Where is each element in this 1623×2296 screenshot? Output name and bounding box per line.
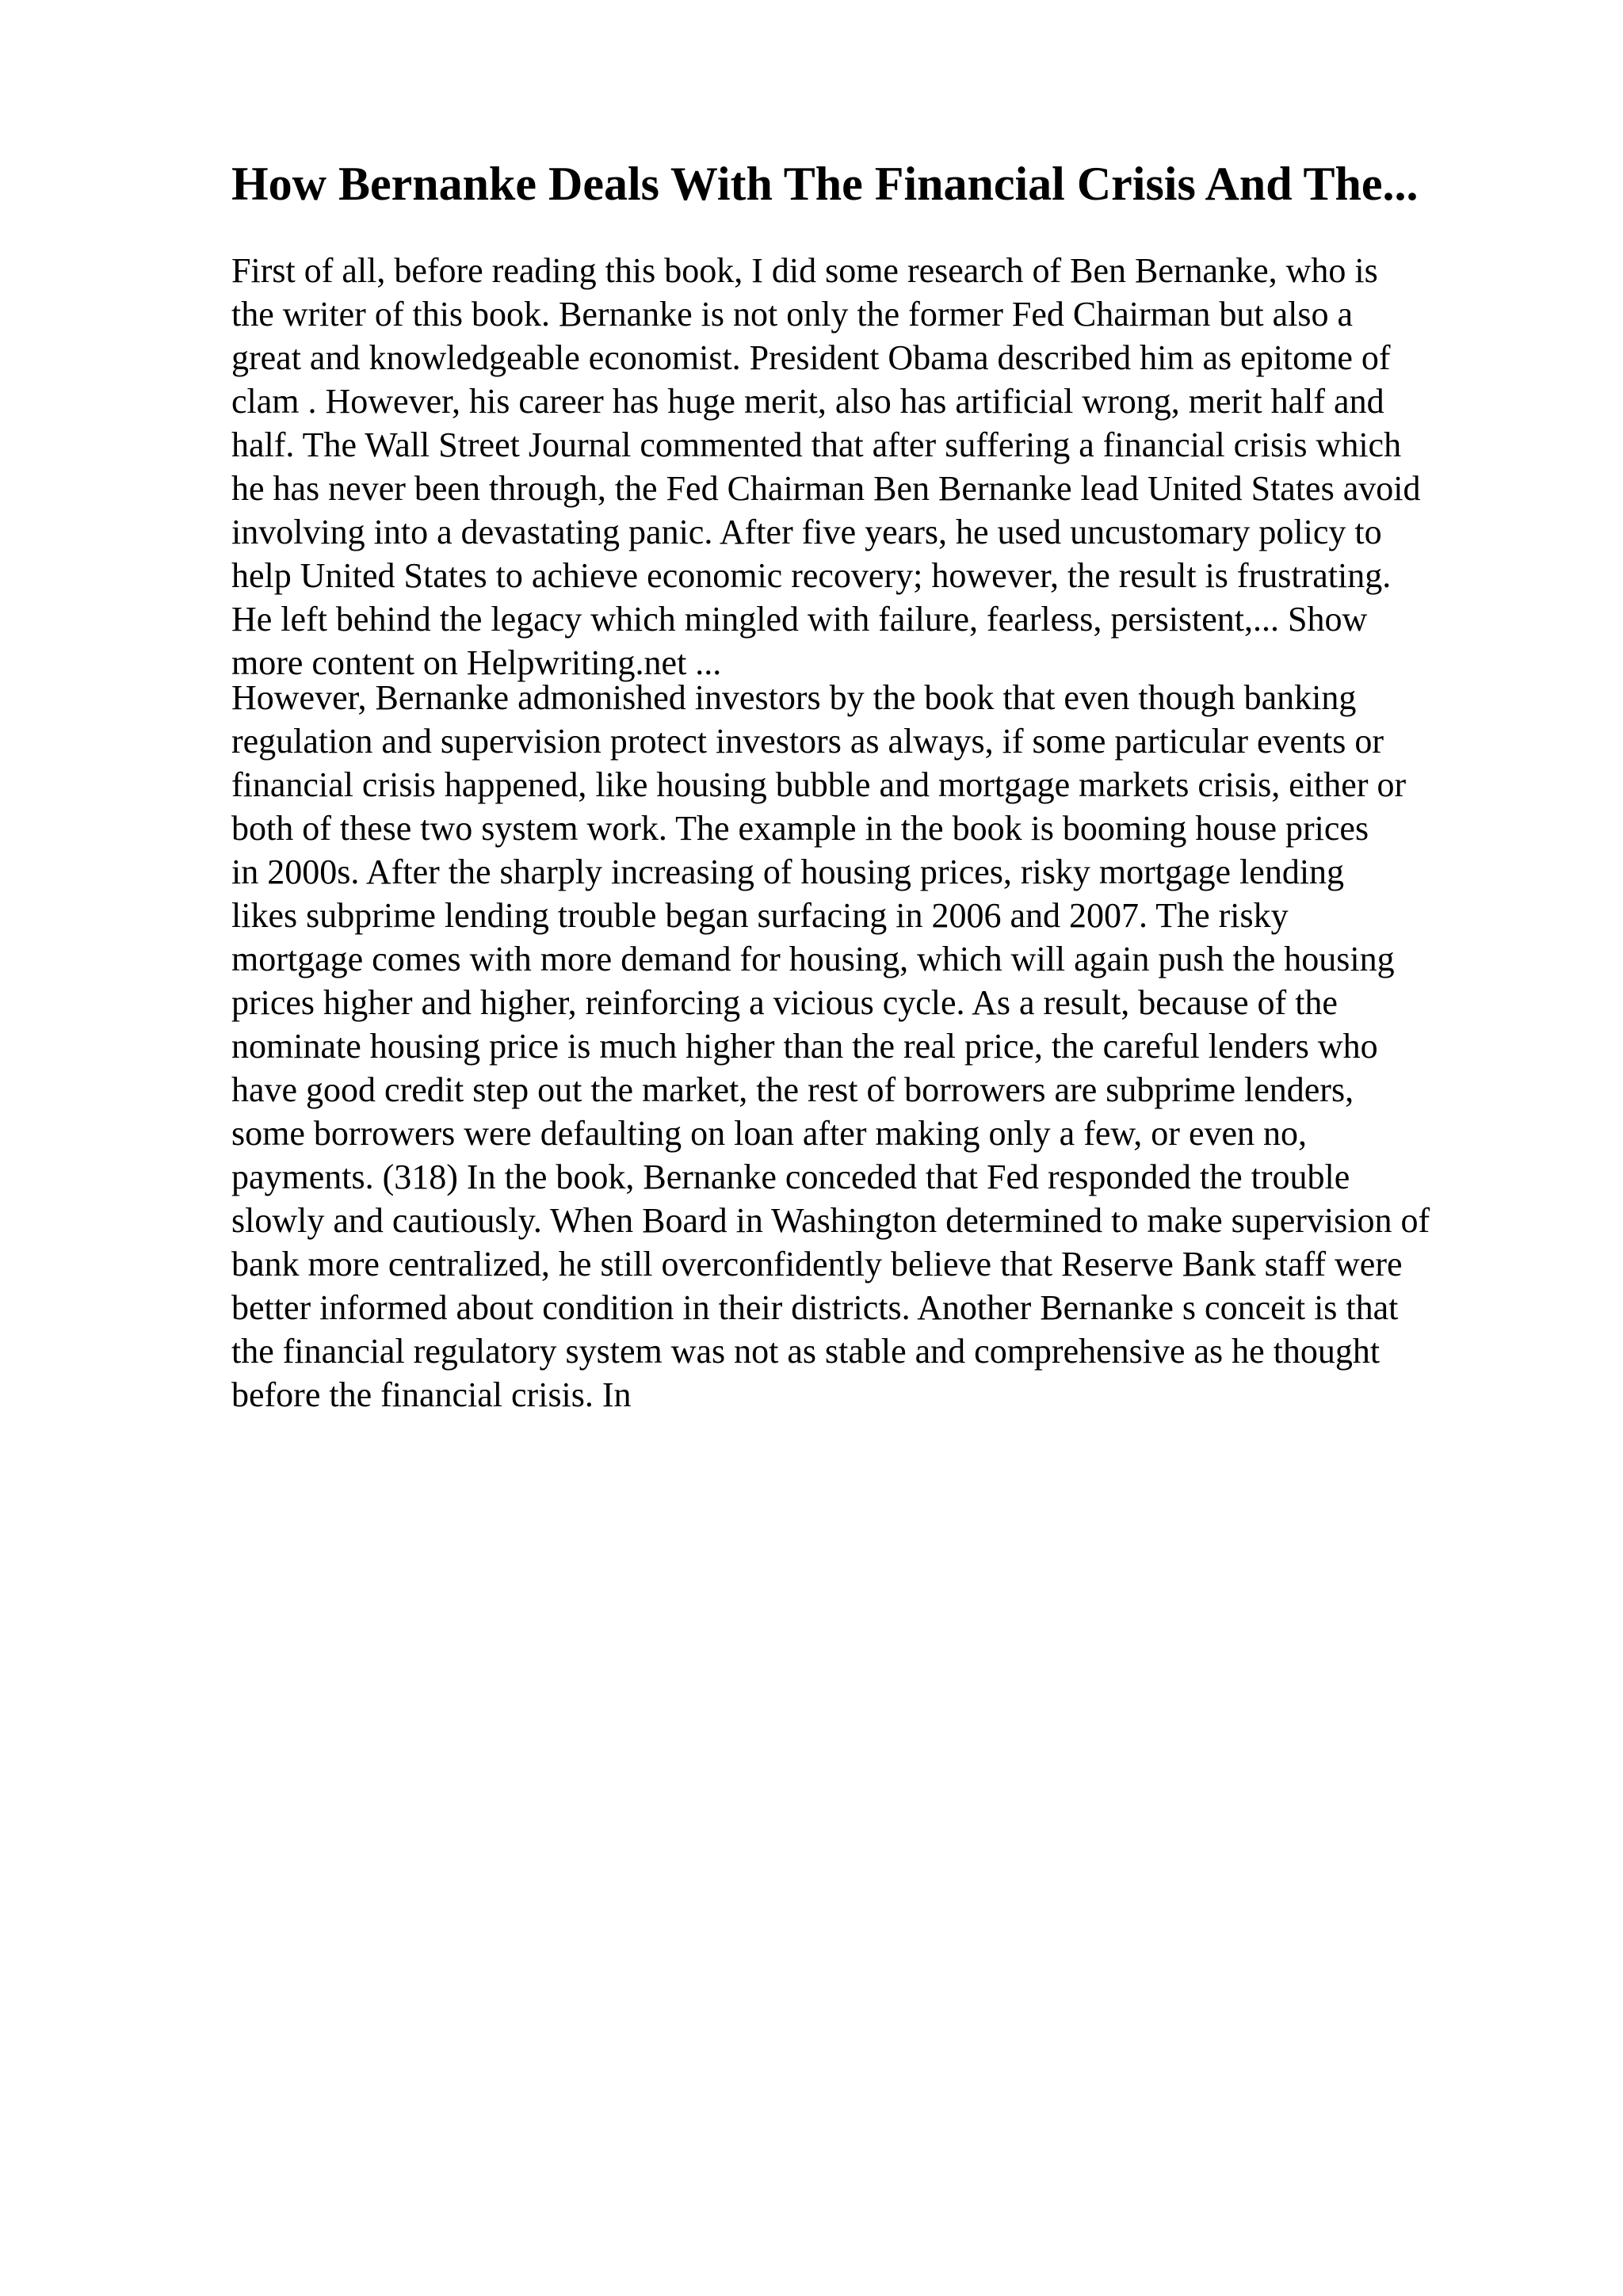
text-line: nominate housing price is much higher than the real price, the careful lenders who	[231, 1027, 1378, 1066]
text-line: the writer of this book. Bernanke is not only the former Fed Chairman but also a	[231, 295, 1354, 334]
text-line: more content on Helpwriting.net ...	[231, 643, 722, 682]
document-title: How Bernanke Deals With The Financial Crisis And The...	[231, 158, 1419, 210]
text-line: he has never been through, the Fed Chairman Ben Bernanke lead United States avoid	[231, 469, 1421, 508]
body-paragraph	[231, 676, 1610, 1417]
text-line: likes subprime lending trouble began surfacing in 2006 and 2007. The risky	[231, 896, 1289, 935]
text-line: both of these two system work. The example in the book is booming house prices	[231, 809, 1369, 848]
text-line: half. The Wall Street Journal commented that after suffering a financial crisis which	[231, 425, 1402, 464]
body-paragraph	[231, 249, 1610, 685]
text-line: great and knowledgeable economist. President Obama described him as epitome of	[231, 338, 1391, 377]
text-line: First of all, before reading this book, I did some research of Ben Bernanke, who is	[231, 251, 1378, 290]
text-line: the financial regulatory system was not as stable and comprehensive as he thought	[231, 1332, 1381, 1371]
text-line: have good credit step out the market, the rest of borrowers are subprime lenders,	[231, 1070, 1354, 1109]
text-line: mortgage comes with more demand for housing, which will again push the housing	[231, 940, 1395, 978]
text-line: regulation and supervision protect investors as always, if some particular events or	[231, 722, 1384, 761]
text-line: in 2000s. After the sharply increasing of housing prices, risky mortgage lending	[231, 852, 1345, 891]
text-line: financial crisis happened, like housing bubble and mortgage markets crisis, either or	[231, 765, 1407, 804]
text-line: payments. (318) In the book, Bernanke conceded that Fed responded the trouble	[231, 1158, 1350, 1196]
text-line: clam . However, his career has huge merit, also has artificial wrong, merit half and	[231, 382, 1384, 421]
text-line: prices higher and higher, reinforcing a vicious cycle. As a result, because of the	[231, 983, 1338, 1022]
text-line: However, Bernanke admonished investors by the book that even though banking	[231, 678, 1357, 717]
text-line: bank more centralized, he still overconfidently believe that Reserve Bank staff were	[231, 1245, 1403, 1283]
text-line: He left behind the legacy which mingled with failure, fearless, persistent,... Show	[231, 600, 1368, 639]
text-line: involving into a devastating panic. After five years, he used uncustomary policy to	[231, 513, 1382, 551]
text-line: before the financial crisis. In	[231, 1375, 632, 1414]
text-line: slowly and cautiously. When Board in Washington determined to make supervision of	[231, 1201, 1430, 1240]
text-line: some borrowers were defaulting on loan after making only a few, or even no,	[231, 1114, 1308, 1153]
text-line: help United States to achieve economic recovery; however, the result is frustrating.	[231, 556, 1392, 595]
text-line: better informed about condition in their districts. Another Bernanke s conceit is that	[231, 1288, 1399, 1327]
